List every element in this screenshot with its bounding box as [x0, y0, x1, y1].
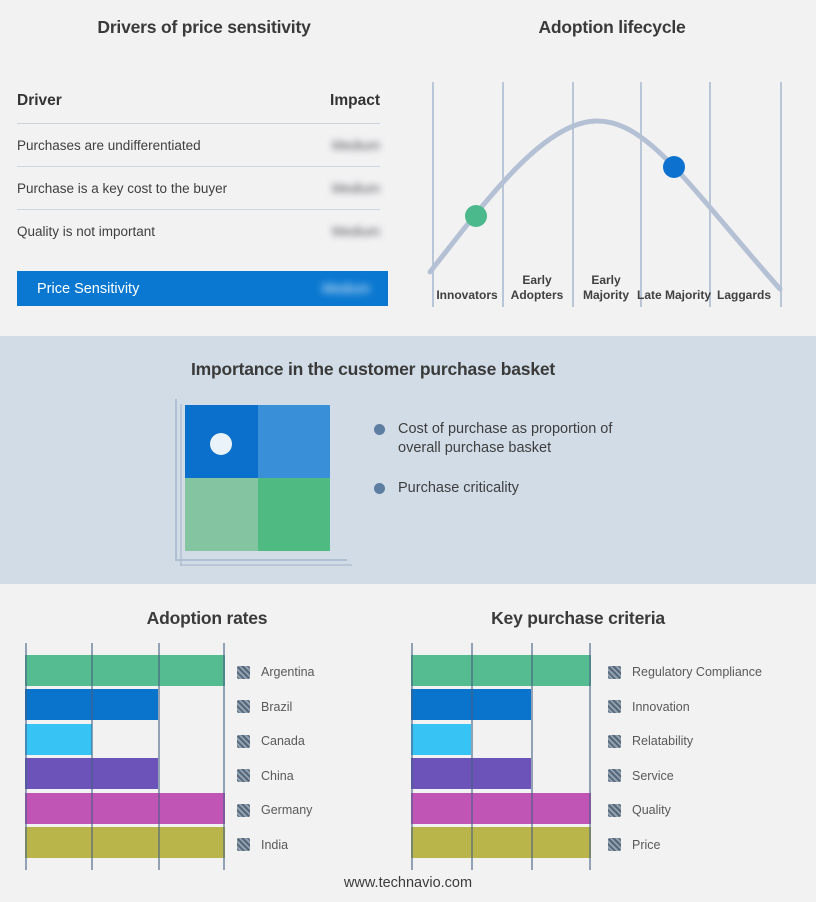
redacted-swatch-icon: [237, 666, 250, 679]
key-purchase-criteria-plot: [411, 643, 591, 870]
stage-label-early-adopters: Early Adopters: [510, 272, 564, 303]
matrix-y-axis: [175, 399, 177, 561]
bar-regulatory-compliance: [411, 655, 591, 686]
impact-cell-redacted: Medium: [331, 180, 380, 196]
bullet-text: Cost of purchase as proportion of overall purchase basket: [398, 421, 613, 457]
legend-item: [608, 690, 762, 725]
stage-label-late-majority: Late Majority: [637, 288, 712, 303]
drivers-table-header: [17, 92, 380, 124]
legend-item: [237, 690, 315, 725]
legend-label: Regulatory Compliance: [632, 665, 762, 680]
footer-link[interactable]: www.technavio.com: [343, 875, 473, 891]
gridline: [25, 643, 27, 870]
redacted-swatch-icon: [608, 838, 621, 851]
bar-argentina: [25, 655, 225, 686]
table-row: [17, 210, 380, 253]
legend-item: [608, 759, 762, 794]
price-sensitivity-highlight-row: [17, 271, 388, 306]
redacted-swatch-icon: [237, 838, 250, 851]
redacted-swatch-icon: [237, 700, 250, 713]
redacted-swatch-icon: [608, 804, 621, 817]
purchase-basket-matrix: [175, 399, 351, 575]
matrix-quadrant-bottom-right: [258, 478, 331, 551]
legend-item: [608, 793, 762, 828]
list-item: [374, 420, 636, 459]
gridline: [531, 643, 533, 870]
legend-label: Brazil: [261, 699, 293, 714]
drivers-title: Drivers of price sensitivity: [97, 17, 311, 37]
driver-cell: Quality is not important: [17, 224, 156, 239]
legend-item: [237, 828, 315, 863]
bar-canada: [25, 724, 92, 755]
matrix-quadrant-top-right: [258, 405, 331, 478]
stage-label-innovators: Innovators: [436, 288, 498, 303]
gridline: [158, 643, 160, 870]
legend-item: [608, 724, 762, 759]
legend-item: [237, 759, 315, 794]
bullet-icon: [374, 424, 385, 435]
gridline: [589, 643, 591, 870]
key-purchase-criteria-legend: [608, 655, 762, 862]
stage-label-laggards: Laggards: [716, 288, 771, 303]
bar-quality: [411, 793, 591, 824]
adoption-rates-plot: [25, 643, 225, 870]
legend-label: Relatability: [632, 734, 694, 749]
redacted-swatch-icon: [608, 666, 621, 679]
legend-item: [237, 724, 315, 759]
innovators-marker-dot: [465, 205, 487, 227]
purchase-basket-section: [0, 336, 816, 584]
purchase-basket-bullets: [374, 420, 636, 498]
legend-item: [237, 655, 315, 690]
driver-cell: Purchase is a key cost to the buyer: [17, 180, 228, 196]
bar-india: [25, 827, 225, 858]
driver-cell: Purchases are undifferentiated: [17, 137, 201, 153]
table-row: [17, 167, 380, 210]
adoption-rates-title: Adoption rates: [146, 608, 268, 628]
redacted-swatch-icon: [608, 735, 621, 748]
table-row: [17, 124, 380, 167]
drivers-table: [17, 92, 380, 253]
bullet-icon: [374, 483, 385, 494]
legend-label: Service: [632, 768, 674, 783]
legend-label: Argentina: [261, 665, 315, 680]
bottom-section: [0, 584, 816, 902]
legend-label: Canada: [261, 734, 305, 749]
gridline: [223, 643, 225, 870]
impact-cell-redacted: Medium: [331, 224, 380, 239]
legend-item: [608, 828, 762, 863]
legend-label: Germany: [261, 803, 313, 818]
bar-price: [411, 827, 591, 858]
matrix-x-axis: [175, 559, 347, 561]
key-purchase-criteria-title: Key purchase criteria: [491, 608, 665, 628]
adoption-lifecycle-chart: [408, 0, 816, 336]
highlight-driver-cell: Price Sensitivity: [37, 280, 140, 297]
bullet-text: Purchase criticality: [398, 479, 519, 496]
redacted-swatch-icon: [237, 769, 250, 782]
gridline: [91, 643, 93, 870]
stage-label-early-majority: Early Majority: [582, 272, 629, 303]
list-item: [374, 479, 636, 498]
redacted-swatch-icon: [237, 735, 250, 748]
col-header-impact: Impact: [330, 92, 380, 109]
matrix-quadrant-bottom-left: [185, 478, 258, 551]
top-section: [0, 0, 816, 336]
matrix-position-dot: [210, 433, 232, 455]
legend-item: [608, 655, 762, 690]
legend-label: China: [261, 768, 294, 783]
legend-label: India: [261, 837, 289, 852]
legend-label: Quality: [632, 803, 671, 818]
legend-label: Price: [632, 837, 661, 852]
bar-germany: [25, 793, 225, 824]
late-majority-marker-dot: [663, 156, 685, 178]
redacted-swatch-icon: [608, 769, 621, 782]
gridline: [471, 643, 473, 870]
legend-item: [237, 793, 315, 828]
gridline: [411, 643, 413, 870]
col-header-driver: Driver: [17, 92, 62, 109]
highlight-impact-cell-redacted: Medium: [321, 281, 370, 296]
bar-relatability: [411, 724, 471, 755]
lifecycle-title: Adoption lifecycle: [538, 17, 686, 37]
purchase-basket-title: Importance in the customer purchase basket: [190, 359, 556, 379]
adoption-rates-legend: [237, 655, 315, 862]
impact-cell-redacted: Medium: [331, 137, 380, 153]
legend-label: Innovation: [632, 699, 690, 714]
redacted-swatch-icon: [237, 804, 250, 817]
redacted-swatch-icon: [608, 700, 621, 713]
